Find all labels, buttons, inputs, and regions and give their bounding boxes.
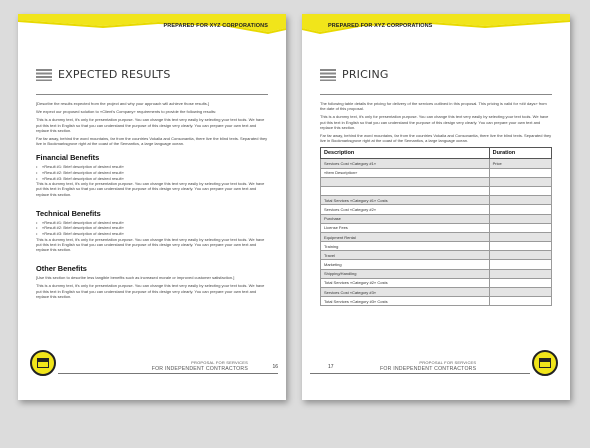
table-cell-duration	[489, 232, 551, 241]
page-content	[320, 101, 552, 306]
footer-divider	[58, 373, 278, 374]
table-row	[321, 196, 552, 205]
paragraph: Far far away, behind the word mountains, far from the countries Vokalia and Consonantia, there live the blind texts. Separated they live in Bookmarksgrove right at the coast of the Semantics, a large language ocean.	[320, 133, 552, 144]
table-cell-description: Services Cost «Category #3»	[321, 288, 490, 297]
section-heading: Other Benefits	[36, 264, 87, 274]
section-heading: Financial Benefits	[36, 153, 100, 163]
paragraph: This is a dummy text, it's only for presentation purpose. You can change this text very easily by selecting your text tools. We have put this text in English so that you can understand the purpose of this design very clearly. You can prepare your own text and replace this section.	[36, 236, 265, 252]
footer-text	[380, 360, 476, 372]
table-row	[321, 288, 552, 297]
bullet-item: • «Result #1: Brief description of desired result»	[36, 164, 268, 170]
footer-text	[152, 360, 248, 372]
company-logo	[30, 350, 56, 376]
footer-divider	[310, 373, 530, 374]
stripes-icon	[36, 69, 52, 81]
header-text: PREPARED FOR XYZ CORPORATIONS	[163, 23, 268, 29]
table-row	[321, 297, 552, 306]
page-content	[36, 101, 268, 302]
table-row	[321, 278, 552, 287]
table-row	[321, 260, 552, 269]
table-row	[321, 269, 552, 278]
page-title: PRICING	[342, 68, 389, 81]
table-row	[321, 232, 552, 241]
table-row	[321, 177, 552, 186]
table-cell-duration	[489, 288, 551, 297]
table-cell-description: Equipment Rental	[321, 232, 490, 241]
column-header-description: Description	[321, 148, 490, 159]
table-cell-description: Shipping/Handling	[321, 269, 490, 278]
section-heading: Technical Benefits	[36, 208, 101, 218]
table-cell-duration	[489, 223, 551, 232]
table-row	[321, 168, 552, 177]
table-cell-duration	[489, 214, 551, 223]
page-title: EXPECTED RESULTS	[58, 68, 171, 81]
table-cell-duration	[489, 242, 551, 251]
paragraph: This is a dummy text, it's only for presentation purpose. You can change this text very easily by selecting your text tools. We have put this text in English so that you can understand the purpose of this design very clearly. You can prepare your own text and replace this section.	[36, 181, 265, 197]
table-row	[321, 159, 552, 168]
title-divider	[36, 94, 268, 95]
paragraph: This is a dummy text, it's only for presentation purpose. You can change this text very easily by selecting your text tools. We have put this text in English so that you can understand the purpose of this design very clearly. You can prepare your own text and replace this section.	[36, 283, 265, 299]
page-number: 16	[272, 364, 278, 370]
paragraph: We expect our proposed solution to «Client's Company» requirements to provide the following results:	[36, 109, 217, 115]
page-number: 17	[328, 364, 334, 370]
footer-line-1: PROPOSAL FOR SERVICES	[419, 360, 477, 365]
footer-line-2: FOR INDEPENDENT CONTRACTORS	[380, 366, 477, 372]
page-pricing	[302, 14, 570, 400]
footer-line-1: PROPOSAL FOR SERVICES	[191, 360, 248, 365]
table-cell-description: Services Cost «Category #1»	[321, 159, 490, 168]
header-stripe-graphic	[302, 14, 570, 44]
stripes-icon	[320, 69, 336, 81]
header-text: PREPARED FOR XYZ CORPORATIONS	[328, 23, 433, 29]
table-cell-description: Travel	[321, 251, 490, 260]
bullet-item: • «Result #3: Brief description of desired result»	[36, 176, 268, 182]
table-cell-description: License Fees	[321, 223, 490, 232]
pricing-table-body	[321, 159, 552, 306]
paragraph: Far far away, behind the word mountains, far from the countries Vokalia and Consonantia, there live the blind texts. Separated they live in Bookmarksgrove right at the coast of the Semantics, a large language ocean.	[36, 136, 268, 147]
bullet-item: • «Result #1: Brief description of desired result»	[36, 220, 268, 226]
table-cell-description: Services Cost «Category #2»	[321, 205, 490, 214]
table-cell-description: Total Services «Category #3» Costs	[321, 297, 490, 306]
table-cell-description: Total Services «Category #2» Costs	[321, 278, 490, 287]
table-cell-duration	[489, 186, 551, 195]
column-header-duration: Duration	[489, 148, 551, 159]
table-cell-duration: Price	[489, 159, 551, 168]
table-header-row	[321, 148, 552, 159]
table-cell-description: Training	[321, 242, 490, 251]
header-band	[302, 14, 570, 44]
table-cell-duration	[489, 251, 551, 260]
section-title	[320, 68, 389, 81]
table-row	[321, 214, 552, 223]
table-row	[321, 251, 552, 260]
table-cell-description	[321, 186, 490, 195]
paragraph: [Describe the results expected from the project and why your approach will achieve those results.]	[36, 101, 209, 106]
page-expected-results	[18, 14, 286, 400]
table-row	[321, 223, 552, 232]
table-cell-duration	[489, 278, 551, 287]
table-cell-description: «Item Description»	[321, 168, 490, 177]
bullet-item: • «Result #3: Brief description of desired result»	[36, 231, 268, 237]
table-cell-description: Marketing	[321, 260, 490, 269]
table-cell-duration	[489, 177, 551, 186]
table-cell-duration	[489, 205, 551, 214]
paragraph: This is a dummy text, it's only for presentation purpose. You can change this text very easily by selecting your text tools. We have put this text in English so that you can understand the purpose of this design very clearly. You can prepare your own text and replace this section.	[320, 114, 549, 130]
table-row	[321, 205, 552, 214]
section-title	[36, 68, 171, 81]
table-cell-description	[321, 177, 490, 186]
table-cell-duration	[489, 168, 551, 177]
bullet-item: • «Result #2: Brief description of desired result»	[36, 225, 268, 231]
footer-line-2: FOR INDEPENDENT CONTRACTORS	[151, 366, 248, 372]
table-cell-duration	[489, 269, 551, 278]
bullet-item: • «Result #2: Brief description of desired result»	[36, 170, 268, 176]
table-cell-description: Purchase	[321, 214, 490, 223]
header-band	[18, 14, 286, 44]
table-cell-description: Total Services «Category #1» Costs	[321, 196, 490, 205]
paragraph: [Use this section to describe less tangible benefits such as increased morale or improved customer satisfaction.]	[36, 275, 235, 281]
company-logo	[532, 350, 558, 376]
paragraph: The following table details the pricing for delivery of the services outlined in this proposal. This pricing is valid for «## days» from the date of this proposal.	[320, 101, 547, 112]
paragraph: This is a dummy text, it's only for presentation purpose. You can change this text very easily by selecting your text tools. We have put this text in English so that you can understand the purpose of this design very clearly. You can prepare your own text and replace this section.	[36, 117, 265, 133]
table-row	[321, 242, 552, 251]
pricing-table	[320, 147, 552, 306]
table-cell-duration	[489, 260, 551, 269]
table-cell-duration	[489, 297, 551, 306]
table-row	[321, 186, 552, 195]
title-divider	[320, 94, 552, 95]
table-cell-duration	[489, 196, 551, 205]
header-stripe-graphic	[18, 14, 286, 44]
